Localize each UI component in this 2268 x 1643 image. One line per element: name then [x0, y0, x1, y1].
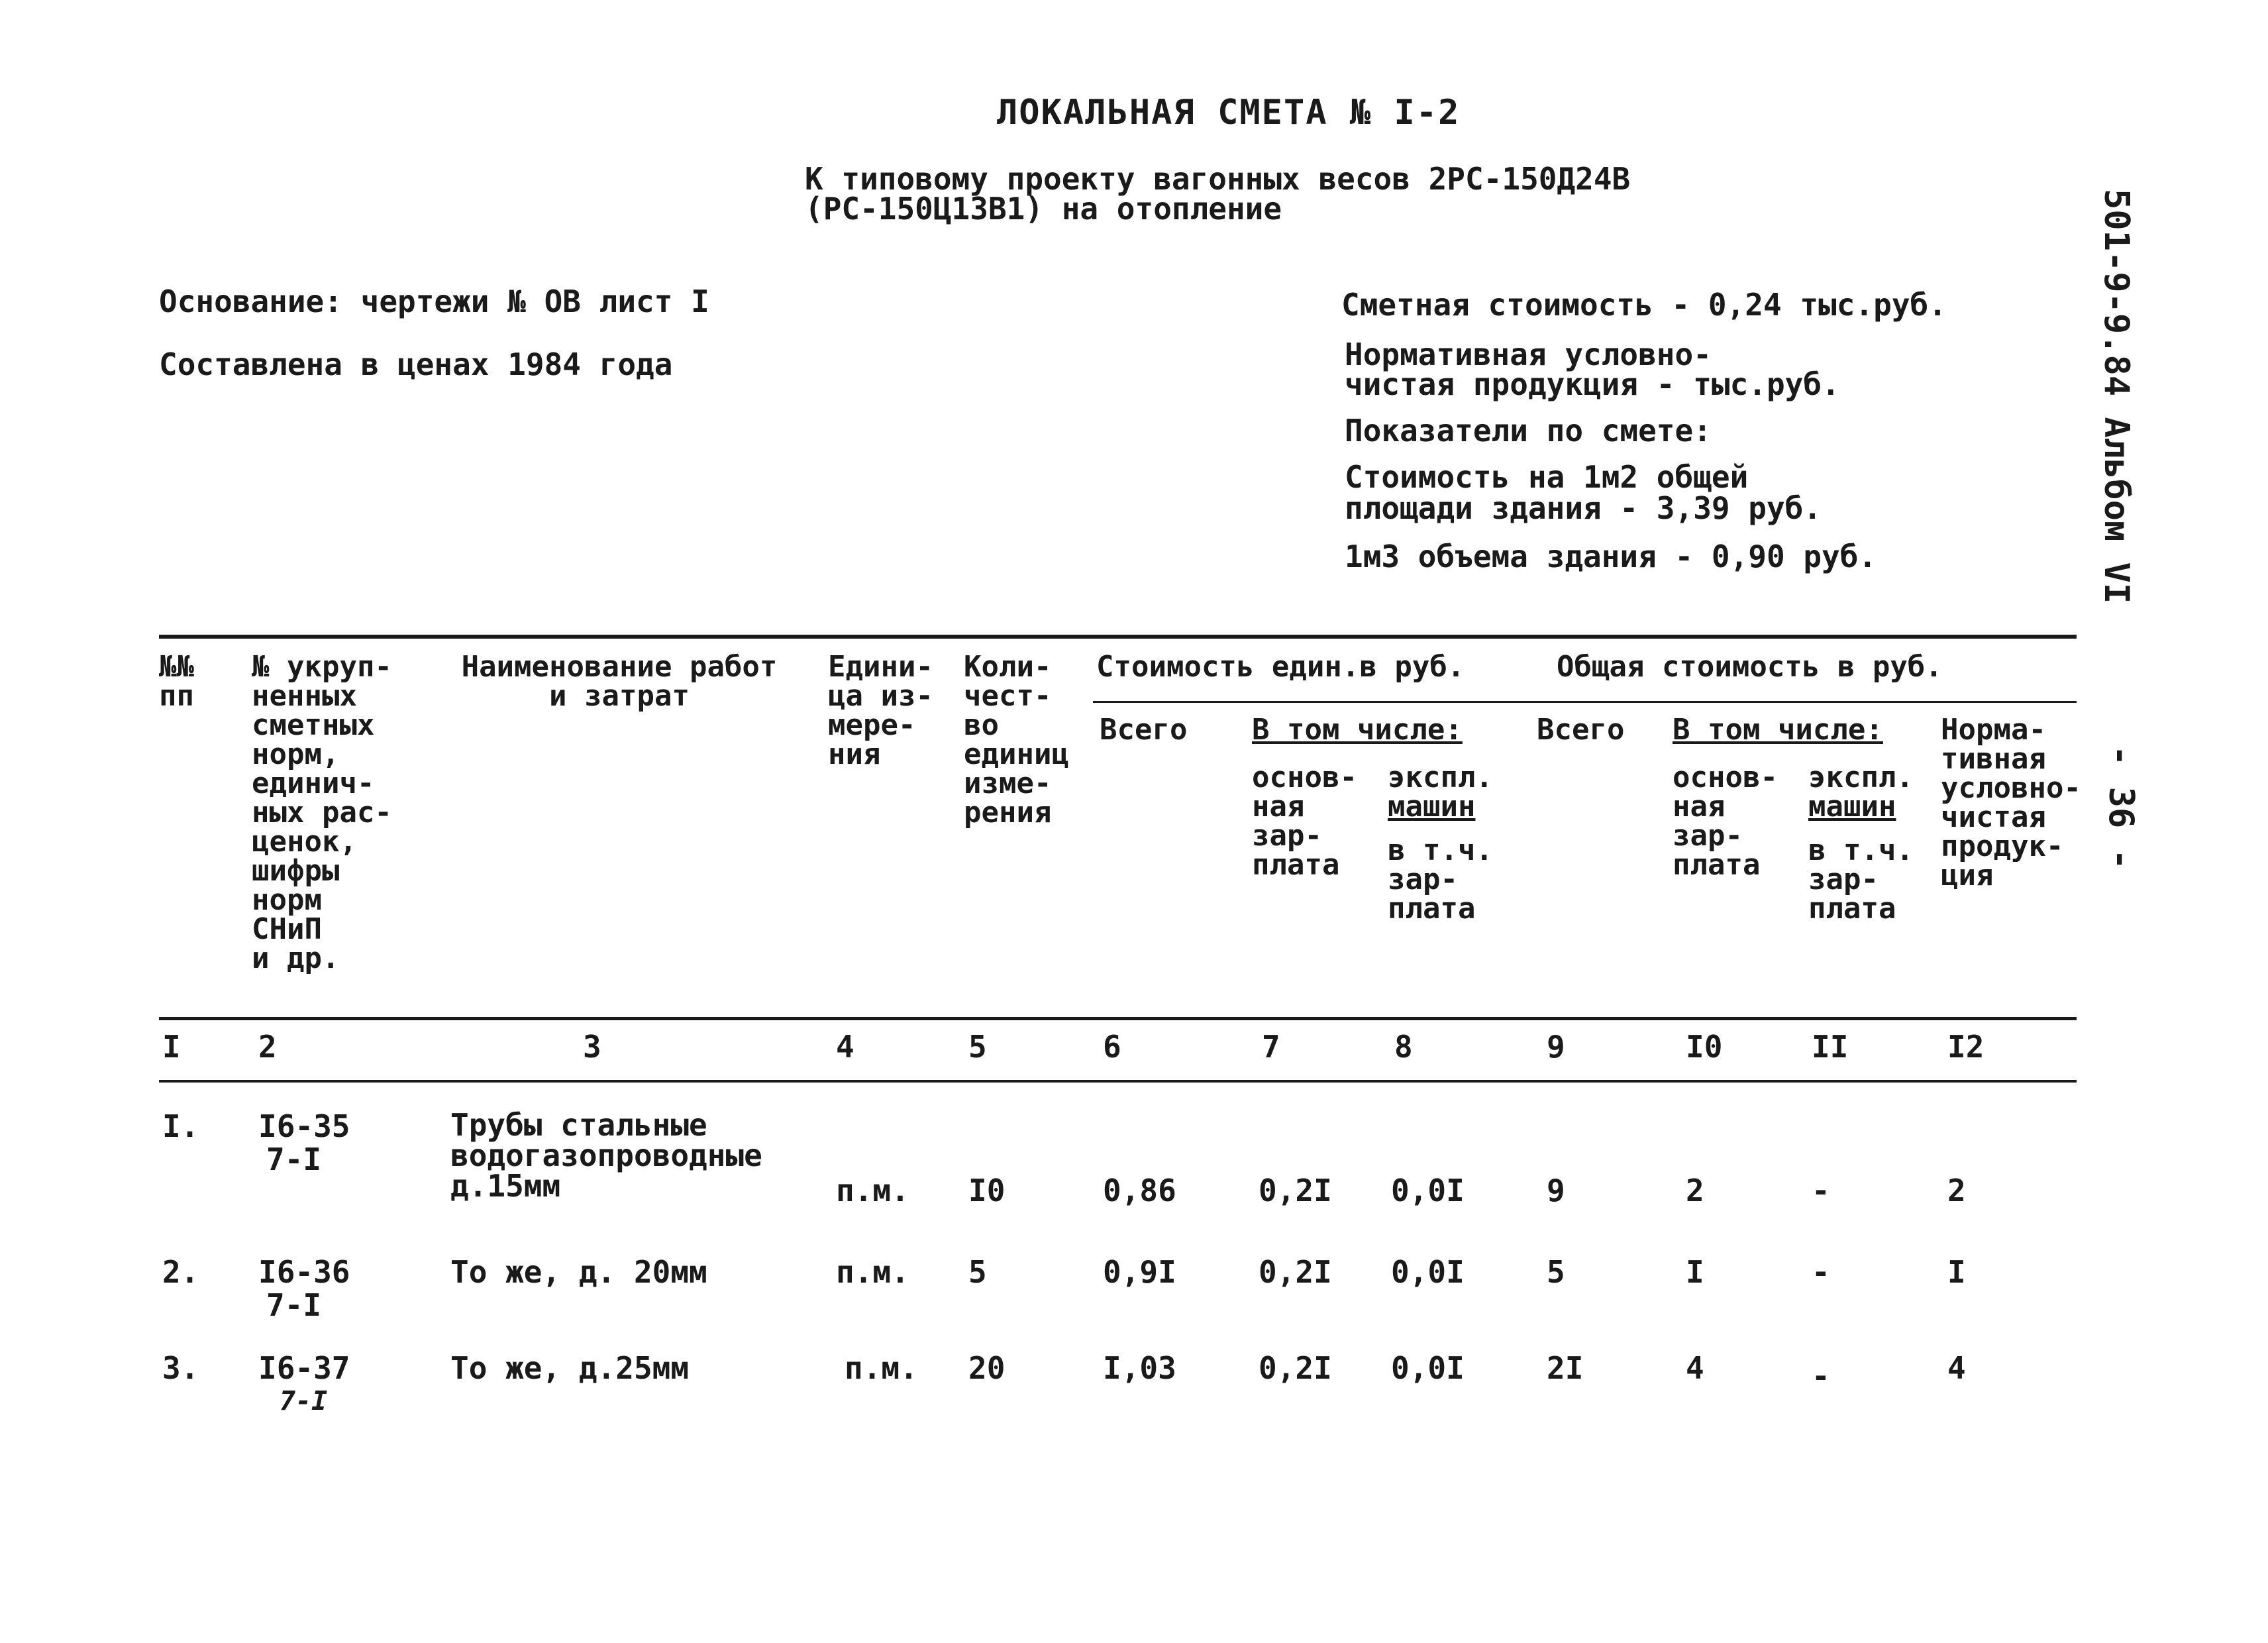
row-unit-total: 0,9I — [1103, 1254, 1176, 1290]
colnum-10: I0 — [1686, 1029, 1723, 1065]
group-header-rule — [1093, 701, 2077, 703]
header-col-unit: Едини- ца из- мере- ния — [828, 650, 933, 771]
row-total-wage: 2 — [1686, 1173, 1704, 1208]
colnum-1: I — [162, 1029, 181, 1065]
row-name: То же, д. 20мм — [450, 1254, 707, 1290]
colnum-2: 2 — [258, 1029, 277, 1065]
colnum-3: 3 — [583, 1029, 601, 1065]
row-qty: I0 — [968, 1173, 1005, 1208]
page-title: ЛОКАЛЬНАЯ СМЕТА № I-2 — [997, 93, 1461, 132]
colnum-8: 8 — [1394, 1029, 1413, 1065]
prices-text: Составлена в ценах 1984 года — [159, 346, 673, 382]
album-stamp: 501-9-9.84 Альбом VI — [2096, 189, 2136, 604]
header-total-cost-group: Общая стоимость в руб. — [1557, 650, 1943, 684]
row-unit-machines: 0,0I — [1391, 1350, 1465, 1386]
header-unit-incl: В том числе: — [1252, 713, 1463, 747]
row-normative: I — [1947, 1254, 1966, 1290]
header-unit-base-wage: основ- ная зар- плата — [1252, 761, 1357, 882]
colnum-7: 7 — [1262, 1029, 1280, 1065]
header-col-qty: Коли- чест- во единиц изме- рения — [964, 650, 1069, 829]
header-bottom-rule — [159, 1017, 2077, 1020]
header-col-code: № укруп- ненных сметных норм, единич- ных рас- ценок, шифры норм СНиП и др. — [252, 650, 392, 975]
estimated-cost: Сметная стоимость - 0,24 тыс.руб. — [1341, 287, 1947, 323]
colnum-4: 4 — [836, 1029, 854, 1065]
header-total-machines: экспл. машин в т.ч. зар- плата — [1808, 761, 1914, 926]
subtitle-line2: (РС-150Ц13В1) на отопление — [805, 191, 1282, 227]
row-code: I6-37 7-I — [258, 1350, 350, 1416]
colnum-12: I2 — [1947, 1029, 1984, 1065]
cost-area-line1: Стоимость на 1м2 общей — [1345, 459, 1749, 495]
row-unit-wage: 0,2I — [1259, 1350, 1332, 1386]
row-total: 2I — [1547, 1350, 1584, 1386]
row-number: 2. — [162, 1254, 199, 1290]
header-total-total: Всего — [1537, 713, 1625, 747]
row-unit: п.м. — [845, 1350, 918, 1386]
row-total-wage: I — [1686, 1254, 1704, 1290]
table-top-rule — [159, 635, 2077, 639]
header-col-name: Наименование работ и затрат — [461, 650, 778, 713]
row-name: То же, д.25мм — [450, 1350, 690, 1386]
colnum-5: 5 — [968, 1029, 987, 1065]
row-normative: 4 — [1947, 1350, 1966, 1386]
indicators-label: Показатели по смете: — [1345, 413, 1712, 449]
row-code: I6-35 7-I — [258, 1108, 350, 1177]
normative-line2: чистая продукция - тыс.руб. — [1345, 366, 1840, 402]
row-unit-machines: 0,0I — [1391, 1173, 1465, 1208]
row-total-machines: - — [1812, 1173, 1830, 1208]
header-unit-cost-group: Стоимость един.в руб. — [1096, 650, 1465, 684]
row-total-wage: 4 — [1686, 1350, 1704, 1386]
row-number: I. — [162, 1108, 199, 1144]
row-unit-total: 0,86 — [1103, 1173, 1176, 1208]
header-col-number: №№ пп — [159, 650, 194, 713]
header-unit-total: Всего — [1100, 713, 1188, 747]
row-unit-wage: 0,2I — [1259, 1254, 1332, 1290]
normative-line1: Нормативная условно- — [1345, 337, 1712, 372]
cost-volume: 1м3 объема здания - 0,90 руб. — [1345, 539, 1877, 574]
row-name: Трубы стальные водогазопроводные д.15мм — [450, 1107, 762, 1204]
row-unit-total: I,03 — [1103, 1350, 1176, 1386]
row-code: I6-36 7-I — [258, 1254, 350, 1323]
colnum-11: II — [1812, 1029, 1849, 1065]
header-normative-product: Норма- тивная условно- чистая продук- ция — [1941, 713, 2081, 892]
row-qty: 20 — [968, 1350, 1005, 1386]
row-total-machines: - — [1812, 1358, 1830, 1394]
row-normative: 2 — [1947, 1173, 1966, 1208]
colnum-6: 6 — [1103, 1029, 1121, 1065]
row-unit-wage: 0,2I — [1259, 1173, 1332, 1208]
basis-text: Основание: чертежи № ОВ лист I — [159, 284, 709, 319]
row-qty: 5 — [968, 1254, 987, 1290]
header-total-base-wage: основ- ная зар- плата — [1673, 761, 1778, 882]
colnum-9: 9 — [1547, 1029, 1565, 1065]
row-unit: п.м. — [836, 1254, 909, 1290]
row-number: 3. — [162, 1350, 199, 1386]
header-unit-machines: экспл. машин в т.ч. зар- плата — [1388, 761, 1493, 926]
cost-area-line2: площади здания - 3,39 руб. — [1345, 490, 1822, 526]
row-total: 9 — [1547, 1173, 1565, 1208]
page-number: - 36 - — [2101, 745, 2141, 870]
row-total-machines: - — [1812, 1254, 1830, 1290]
header-total-incl: В том числе: — [1673, 713, 1883, 747]
column-numbers-rule — [159, 1080, 2077, 1083]
row-total: 5 — [1547, 1254, 1565, 1290]
subtitle-line1: К типовому проекту вагонных весов 2РС-150Д24В — [805, 161, 1631, 197]
row-unit: п.м. — [836, 1173, 909, 1208]
row-unit-machines: 0,0I — [1391, 1254, 1465, 1290]
